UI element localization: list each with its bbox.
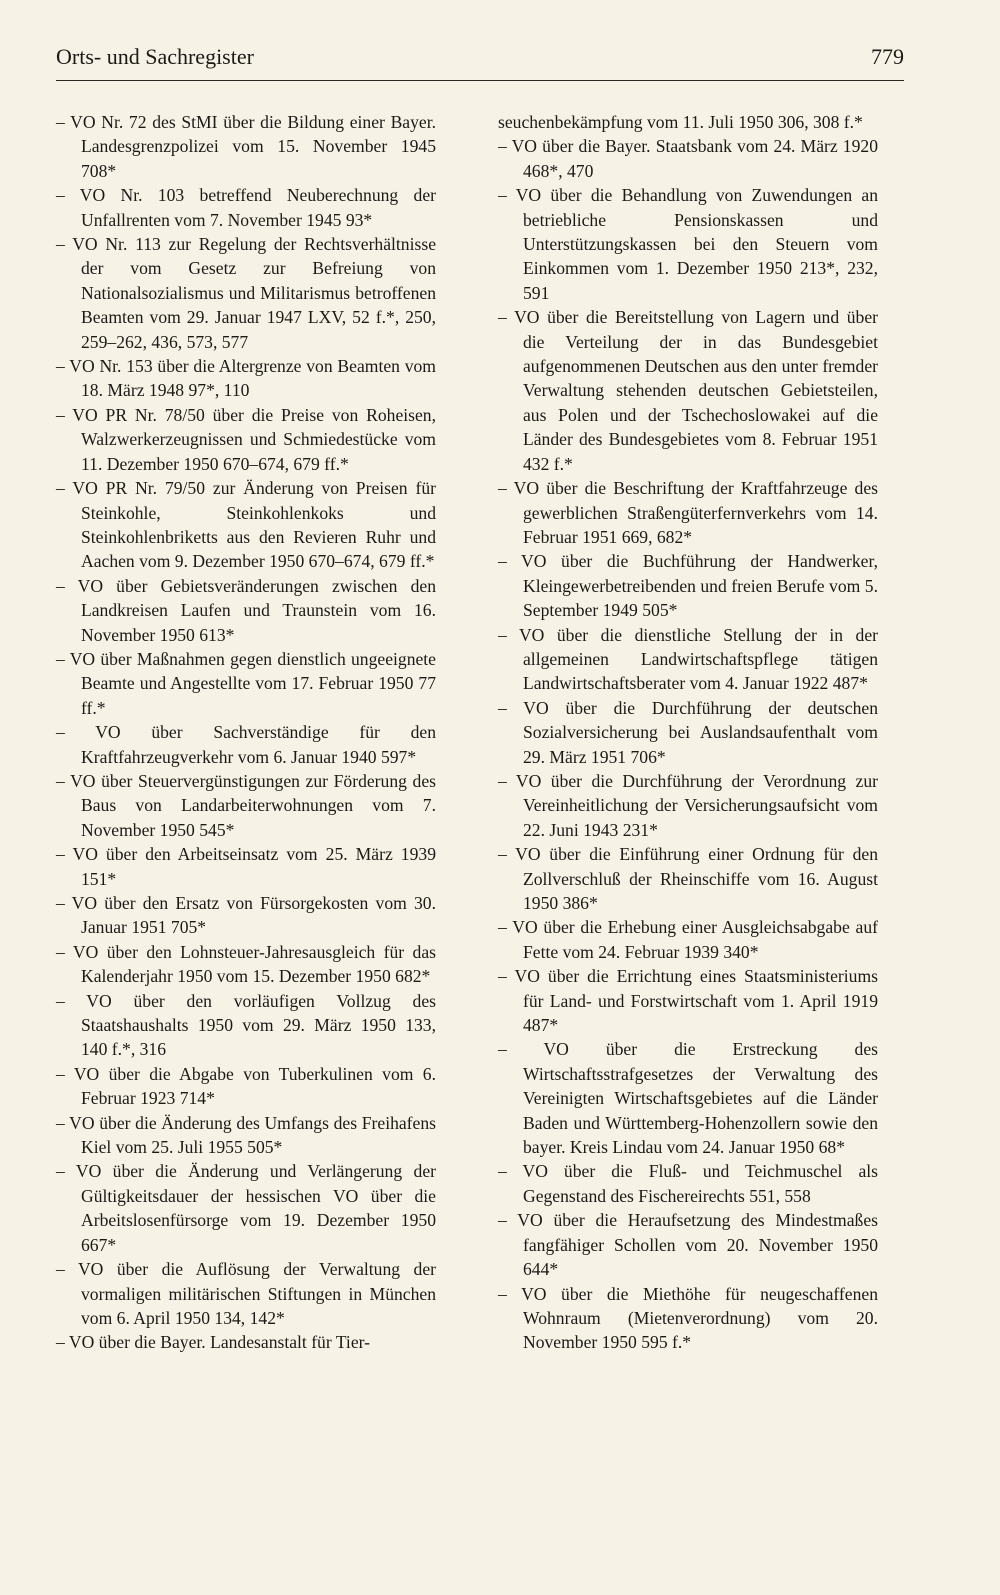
- index-entry: – VO über die Heraufsetzung des Mindestmaßes fangfähiger Schollen vom 20. November 1950 644*: [498, 1210, 878, 1280]
- index-entry: – VO über den vorläufigen Vollzug des Staatshaushalts 1950 vom 29. März 1950 133, 140 f.*, 316: [56, 990, 436, 1060]
- index-entry: – VO über die Errichtung eines Staatsministeriums für Land- und Forstwirtschaft vom 1. April 1919 487*: [498, 966, 878, 1036]
- index-entry: – VO PR Nr. 78/50 über die Preise von Roheisen, Walzwerkerzeugnissen und Schmiedestücke vom 11. Dezember 1950 670–674, 679 ff.*: [56, 404, 436, 474]
- index-entry: – VO über die Fluß- und Teichmuschel als Gegenstand des Fischereirechts 551, 558: [498, 1161, 878, 1206]
- index-entry: – VO über die Erhebung einer Ausgleichsabgabe auf Fette vom 24. Februar 1939 340*: [498, 917, 878, 962]
- index-entry: – VO über die Änderung des Umfangs des Freihafens Kiel vom 25. Juli 1955 505*: [56, 1112, 436, 1158]
- index-entry: – VO über die Buchführung der Handwerker, Kleingewerbetreibenden und freien Berufe vom 5. September 1949 505*: [498, 551, 878, 621]
- index-entry: – VO über Maßnahmen gegen dienstlich ungeeignete Beamte und Angestellte vom 17. Februar 1950 77 ff.*: [56, 648, 436, 718]
- index-column-left: [56, 110, 436, 1355]
- index-entry: – VO über Gebietsveränderungen zwischen den Landkreisen Laufen und Traunstein vom 16. November 1950 613*: [56, 575, 436, 645]
- index-column-right: [498, 110, 878, 1355]
- index-entry: – VO über die Beschriftung der Kraftfahrzeuge des gewerblichen Straßengüterfernverkehrs vom 14. Februar 1951 669, 682*: [498, 478, 878, 547]
- page-header: [56, 40, 904, 81]
- index-entry: – VO über den Lohnsteuer-Jahresausgleich für das Kalenderjahr 1950 vom 15. Dezember 1950 682*: [56, 941, 436, 987]
- index-entry: – VO über den Ersatz von Fürsorgekosten vom 30. Januar 1951 705*: [56, 893, 436, 938]
- index-entry: – VO über Sachverständige für den Kraftfahrzeugverkehr vom 6. Januar 1940 597*: [56, 722, 436, 767]
- index-entry: – VO über die Durchführung der Verordnung zur Vereinheitlichung der Versicherungsaufsicht vom 22. Juni 1943 231*: [498, 770, 878, 840]
- index-entry: – VO über die Erstreckung des Wirtschaftsstrafgesetzes der Verwaltung des Vereinigten Wirtschaftsgebietes auf die Länder Baden und Württemberg-Hohenzollern sowie den bayer. Kreis Lindau vom 24. Januar 1950 68*: [498, 1039, 878, 1158]
- index-entry: – VO Nr. 113 zur Regelung der Rechtsverhältnisse der vom Gesetz zur Befreiung von Nationalsozialismus und Militarismus betroffenen Beamten vom 29. Januar 1947 LXV, 52 f.*, 250, 259–262, 436, 573, 577: [56, 234, 436, 352]
- section-title: Orts- und Sachregister: [56, 44, 254, 69]
- index-entry: – VO über Steuervergünstigungen zur Förderung des Baus von Landarbeiterwohnungen vom 7. November 1950 545*: [56, 770, 436, 840]
- index-entry: – VO über die Abgabe von Tuberkulinen vom 6. Februar 1923 714*: [56, 1063, 436, 1109]
- index-entry: – VO über die Auflösung der Verwaltung der vormaligen militärischen Stiftungen in München vom 6. April 1950 134, 142*: [56, 1259, 436, 1328]
- page-number: 779: [871, 44, 904, 69]
- index-entry: – VO über die Einführung einer Ordnung für den Zollverschluß der Rheinschiffe vom 16. August 1950 386*: [498, 844, 878, 913]
- index-entry: – VO Nr. 103 betreffend Neuberechnung der Unfallrenten vom 7. November 1945 93*: [56, 185, 436, 230]
- index-entry: seuchenbekämpfung vom 11. Juli 1950 306, 308 f.*: [498, 112, 863, 132]
- index-entry: – VO über die Bayer. Landesanstalt für Tier-: [56, 1332, 370, 1353]
- index-entry: – VO über die Bayer. Staatsbank vom 24. März 1920 468*, 470: [498, 136, 878, 181]
- index-entry: – VO über die dienstliche Stellung der in der allgemeinen Landwirtschaftspflege tätigen Landwirtschaftsberater vom 4. Januar 1922 487*: [498, 624, 878, 694]
- index-entry: – VO PR Nr. 79/50 zur Änderung von Preisen für Steinkohle, Steinkohlenkoks und Steinkohlenbriketts aus den Revieren Ruhr und Aachen vom 9. Dezember 1950 670–674, 679 ff.*: [56, 478, 436, 572]
- index-entry: – VO über den Arbeitseinsatz vom 25. März 1939 151*: [56, 844, 436, 889]
- index-entry: – VO über die Behandlung von Zuwendungen an betriebliche Pensionskassen und Unterstützungskassen bei den Steuern vom Einkommen vom 1. Dezember 1950 213*, 232, 591: [498, 185, 878, 303]
- index-entry: – VO über die Durchführung der deutschen Sozialversicherung bei Auslandsaufenthalt vom 29. März 1951 706*: [498, 697, 878, 767]
- index-entry: – VO Nr. 72 des StMI über die Bildung einer Bayer. Landesgrenzpolizei vom 15. November 1945 708*: [56, 112, 436, 181]
- index-entry: – VO über die Bereitstellung von Lagern und über die Verteilung der in das Bundesgebiet aufgenommenen Deutschen aus den unter fremder Verwaltung stehenden deutschen Gebietsteilen, aus Polen und der Tschechoslowakei auf die Länder des Bundesgebietes vom 8. Februar 1951 432 f.*: [498, 307, 878, 474]
- index-entry: – VO über die Änderung und Verlängerung der Gültigkeitsdauer der hessischen VO über die Arbeitslosenfürsorge vom 19. Dezember 1950 667*: [56, 1161, 436, 1255]
- index-entry: – VO über die Miethöhe für neugeschaffenen Wohnraum (Mietenverordnung) vom 20. November 1950 595 f.*: [498, 1283, 878, 1353]
- index-entry: – VO Nr. 153 über die Altergrenze von Beamten vom 18. März 1948 97*, 110: [56, 356, 436, 401]
